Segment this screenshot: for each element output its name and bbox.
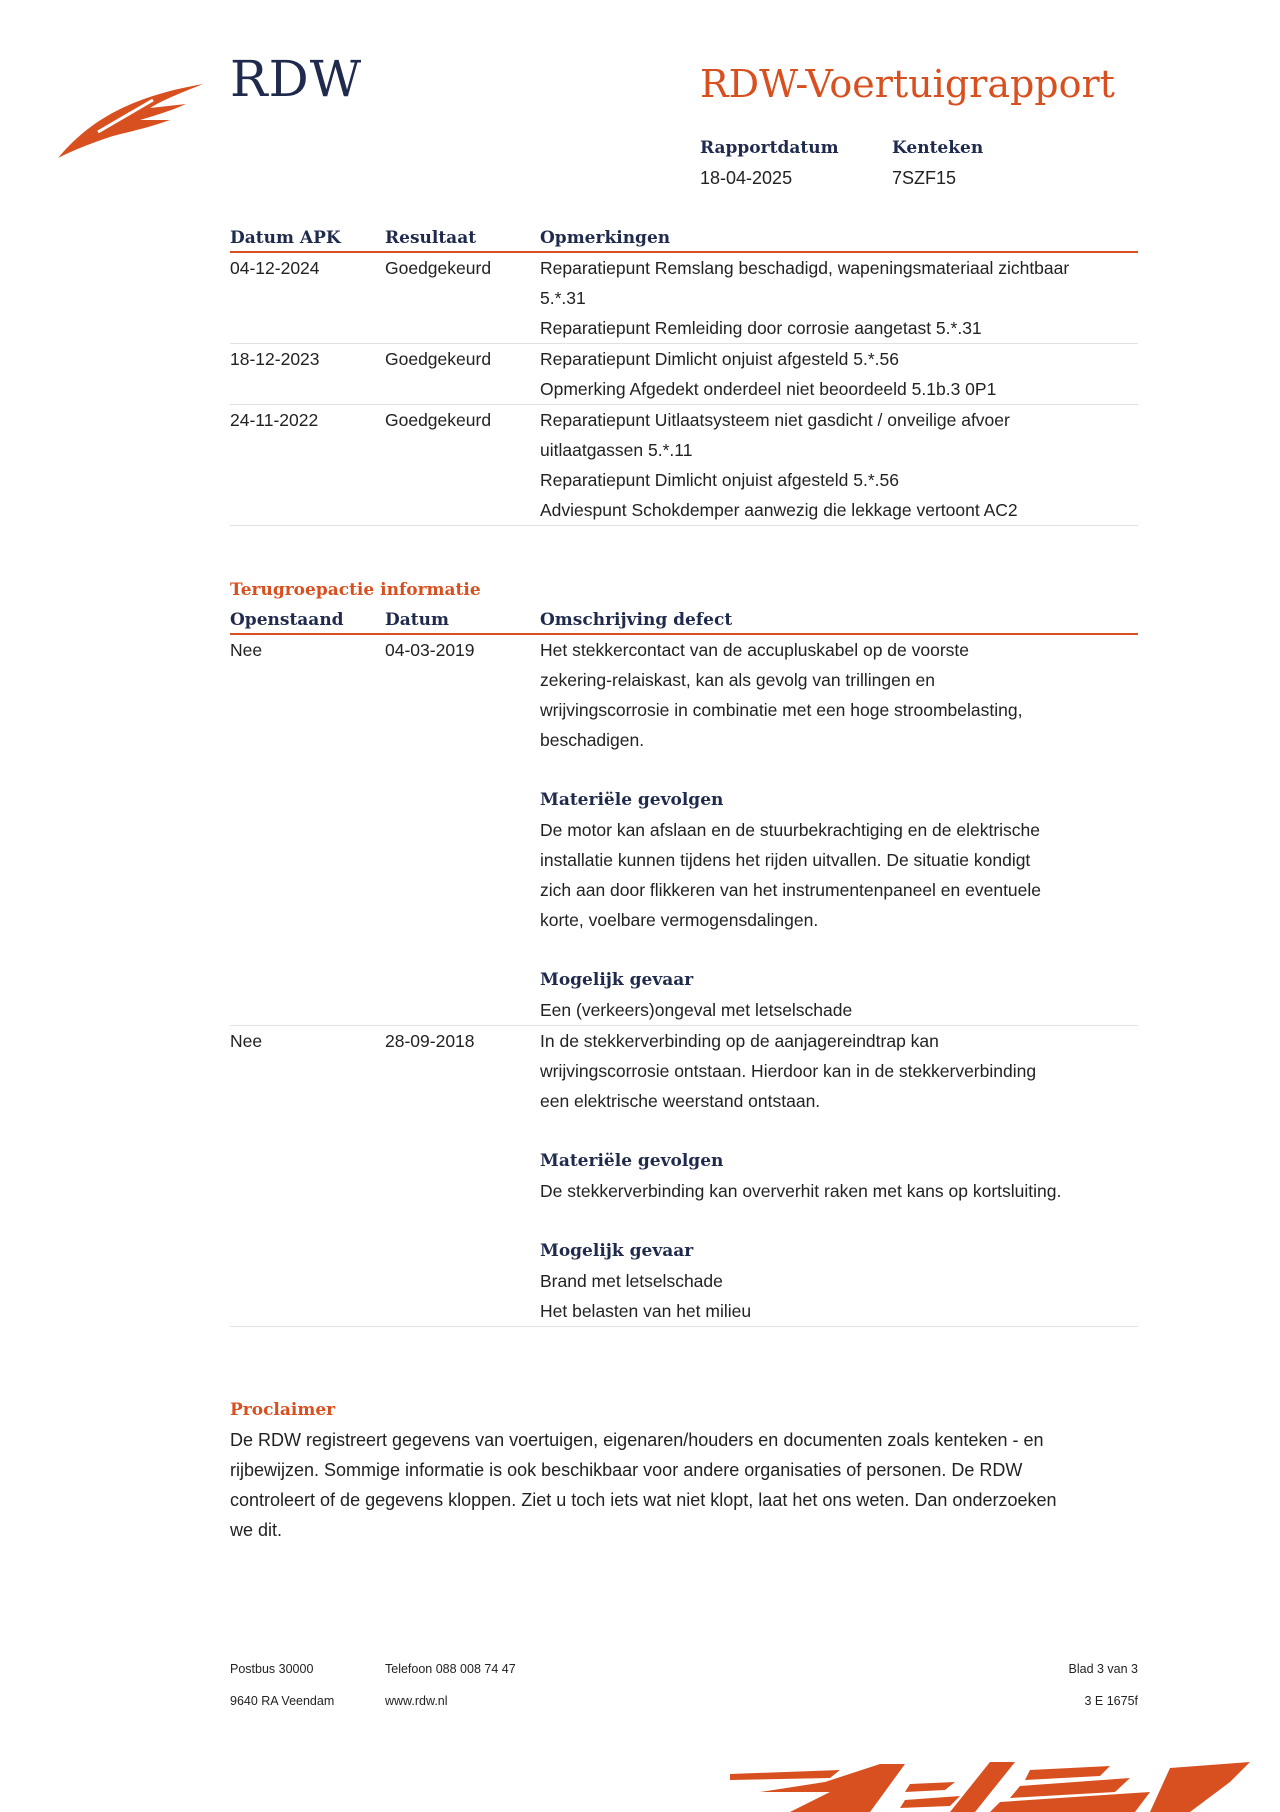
plate-value: 7SZF15 [892,168,957,188]
table-row [230,1026,1138,1327]
consequence-line: De motor kan afslaan en de stuurbekrachtiging en de elektrische [540,820,1041,840]
defect-line: Het stekkercontact van de accupluskabel op de voorste [540,640,969,660]
consequence-line: De stekkerverbinding kan oververhit raken met kans op kortsluiting. [540,1181,1062,1201]
defect-line: wrijvingscorrosie ontstaan. Hierdoor kan in de stekkerverbinding [540,1061,1037,1081]
apk-result: Goedgekeurd [385,410,492,430]
proclaimer-line: rijbewijzen. Sommige informatie is ook beschikbaar voor andere organisaties of personen. De RDW [230,1460,1023,1480]
proclaimer-line: De RDW registreert gegevens van voertuigen, eigenaren/houders en documenten zoals kenteken - en [230,1430,1044,1450]
table-row [230,405,1138,526]
footer-code: 3 E 1675f [1084,1694,1138,1708]
remark-line: 5.*.31 [540,288,586,308]
rdw-logo-icon [58,82,208,160]
consequence-line: korte, voelbare vermogensdalingen. [540,910,819,930]
consequences-label: Materiële gevolgen [540,1151,724,1171]
table-row [230,253,1138,344]
defect-line: In de stekkerverbinding op de aanjagereindtrap kan [540,1031,939,1051]
col-openstaand: Openstaand [230,610,344,630]
danger-label: Mogelijk gevaar [540,1241,694,1261]
recall-description [540,1026,1138,1326]
footer-page-number: Blad 3 van 3 [1068,1662,1138,1676]
danger-line: Brand met letselschade [540,1271,723,1291]
rdw-logo-text: RDW [230,50,363,108]
report-title: RDW-Voertuigrapport [700,62,1115,106]
remark-line: Adviespunt Schokdemper aanwezig die lekkage vertoont AC2 [540,500,1018,520]
report-date-block [700,138,839,189]
apk-remarks [540,405,1138,525]
remark-line: Reparatiepunt Dimlicht onjuist afgesteld 5.*.56 [540,470,899,490]
remark-line: Reparatiepunt Remleiding door corrosie aangetast 5.*.31 [540,318,982,338]
apk-result: Goedgekeurd [385,349,492,369]
col-datum: Datum [385,610,449,630]
footer-postbus: Postbus 30000 [230,1662,314,1676]
danger-line: Het belasten van het milieu [540,1301,752,1321]
footer-phone: Telefoon 088 008 74 47 [385,1662,516,1676]
remark-line: Opmerking Afgedekt onderdeel niet beoordeeld 5.1b.3 0P1 [540,379,997,399]
remark-line: Reparatiepunt Remslang beschadigd, wapeningsmateriaal zichtbaar [540,258,1070,278]
defect-line: beschadigen. [540,730,645,750]
col-resultaat: Resultaat [385,228,477,248]
table-row [230,344,1138,405]
recall-open: Nee [230,640,263,660]
recall-description [540,635,1138,1025]
recall-table-header [230,604,1138,635]
consequences-label: Materiële gevolgen [540,790,724,810]
col-datum-apk: Datum APK [230,228,341,248]
defect-line: zekering-relaiskast, kan als gevolg van trillingen en [540,670,935,690]
consequence-line: installatie kunnen tijdens het rijden uitvallen. De situatie kondigt [540,850,1031,870]
recall-date: 28-09-2018 [385,1031,475,1051]
apk-date: 04-12-2024 [230,258,320,278]
remark-line: Reparatiepunt Dimlicht onjuist afgesteld 5.*.56 [540,349,899,369]
proclaimer-line: we dit. [230,1520,283,1540]
apk-result: Goedgekeurd [385,258,492,278]
plate-label: Kenteken [892,138,984,158]
footer-website[interactable]: www.rdw.nl [385,1694,448,1708]
plate-block [892,138,983,189]
table-row [230,635,1138,1026]
apk-date: 24-11-2022 [230,410,319,430]
proclaimer-title: Proclaimer [230,1400,336,1420]
recall-table [230,604,1138,1327]
report-date-label: Rapportdatum [700,138,839,158]
remark-line: uitlaatgassen 5.*.11 [540,440,693,460]
proclaimer-line: controleert of de gegevens kloppen. Ziet u toch iets wat niet klopt, laat het ons weten. Dan onderzoeken [230,1490,1057,1510]
recall-section-title: Terugroepactie informatie [230,580,481,600]
apk-date: 18-12-2023 [230,349,320,369]
danger-label: Mogelijk gevaar [540,970,694,990]
report-date-value: 18-04-2025 [700,168,793,188]
apk-table [230,222,1138,526]
recall-date: 04-03-2019 [385,640,475,660]
defect-line: wrijvingscorrosie in combinatie met een hoge stroombelasting, [540,700,1023,720]
apk-remarks [540,253,1138,343]
defect-line: een elektrische weerstand ontstaan. [540,1091,821,1111]
apk-remarks [540,344,1138,404]
apk-table-header [230,222,1138,253]
danger-line: Een (verkeers)ongeval met letselschade [540,1000,853,1020]
col-opmerkingen: Opmerkingen [540,228,671,248]
recall-open: Nee [230,1031,263,1051]
proclaimer-text [230,1425,1130,1545]
col-omschrijving: Omschrijving defect [540,610,733,630]
footer-city: 9640 RA Veendam [230,1694,335,1708]
remark-line: Reparatiepunt Uitlaatsysteem niet gasdicht / onveilige afvoer [540,410,1010,430]
decorative-stripes-icon [730,1762,1280,1812]
consequence-line: zich aan door flikkeren van het instrumentenpaneel en eventuele [540,880,1042,900]
